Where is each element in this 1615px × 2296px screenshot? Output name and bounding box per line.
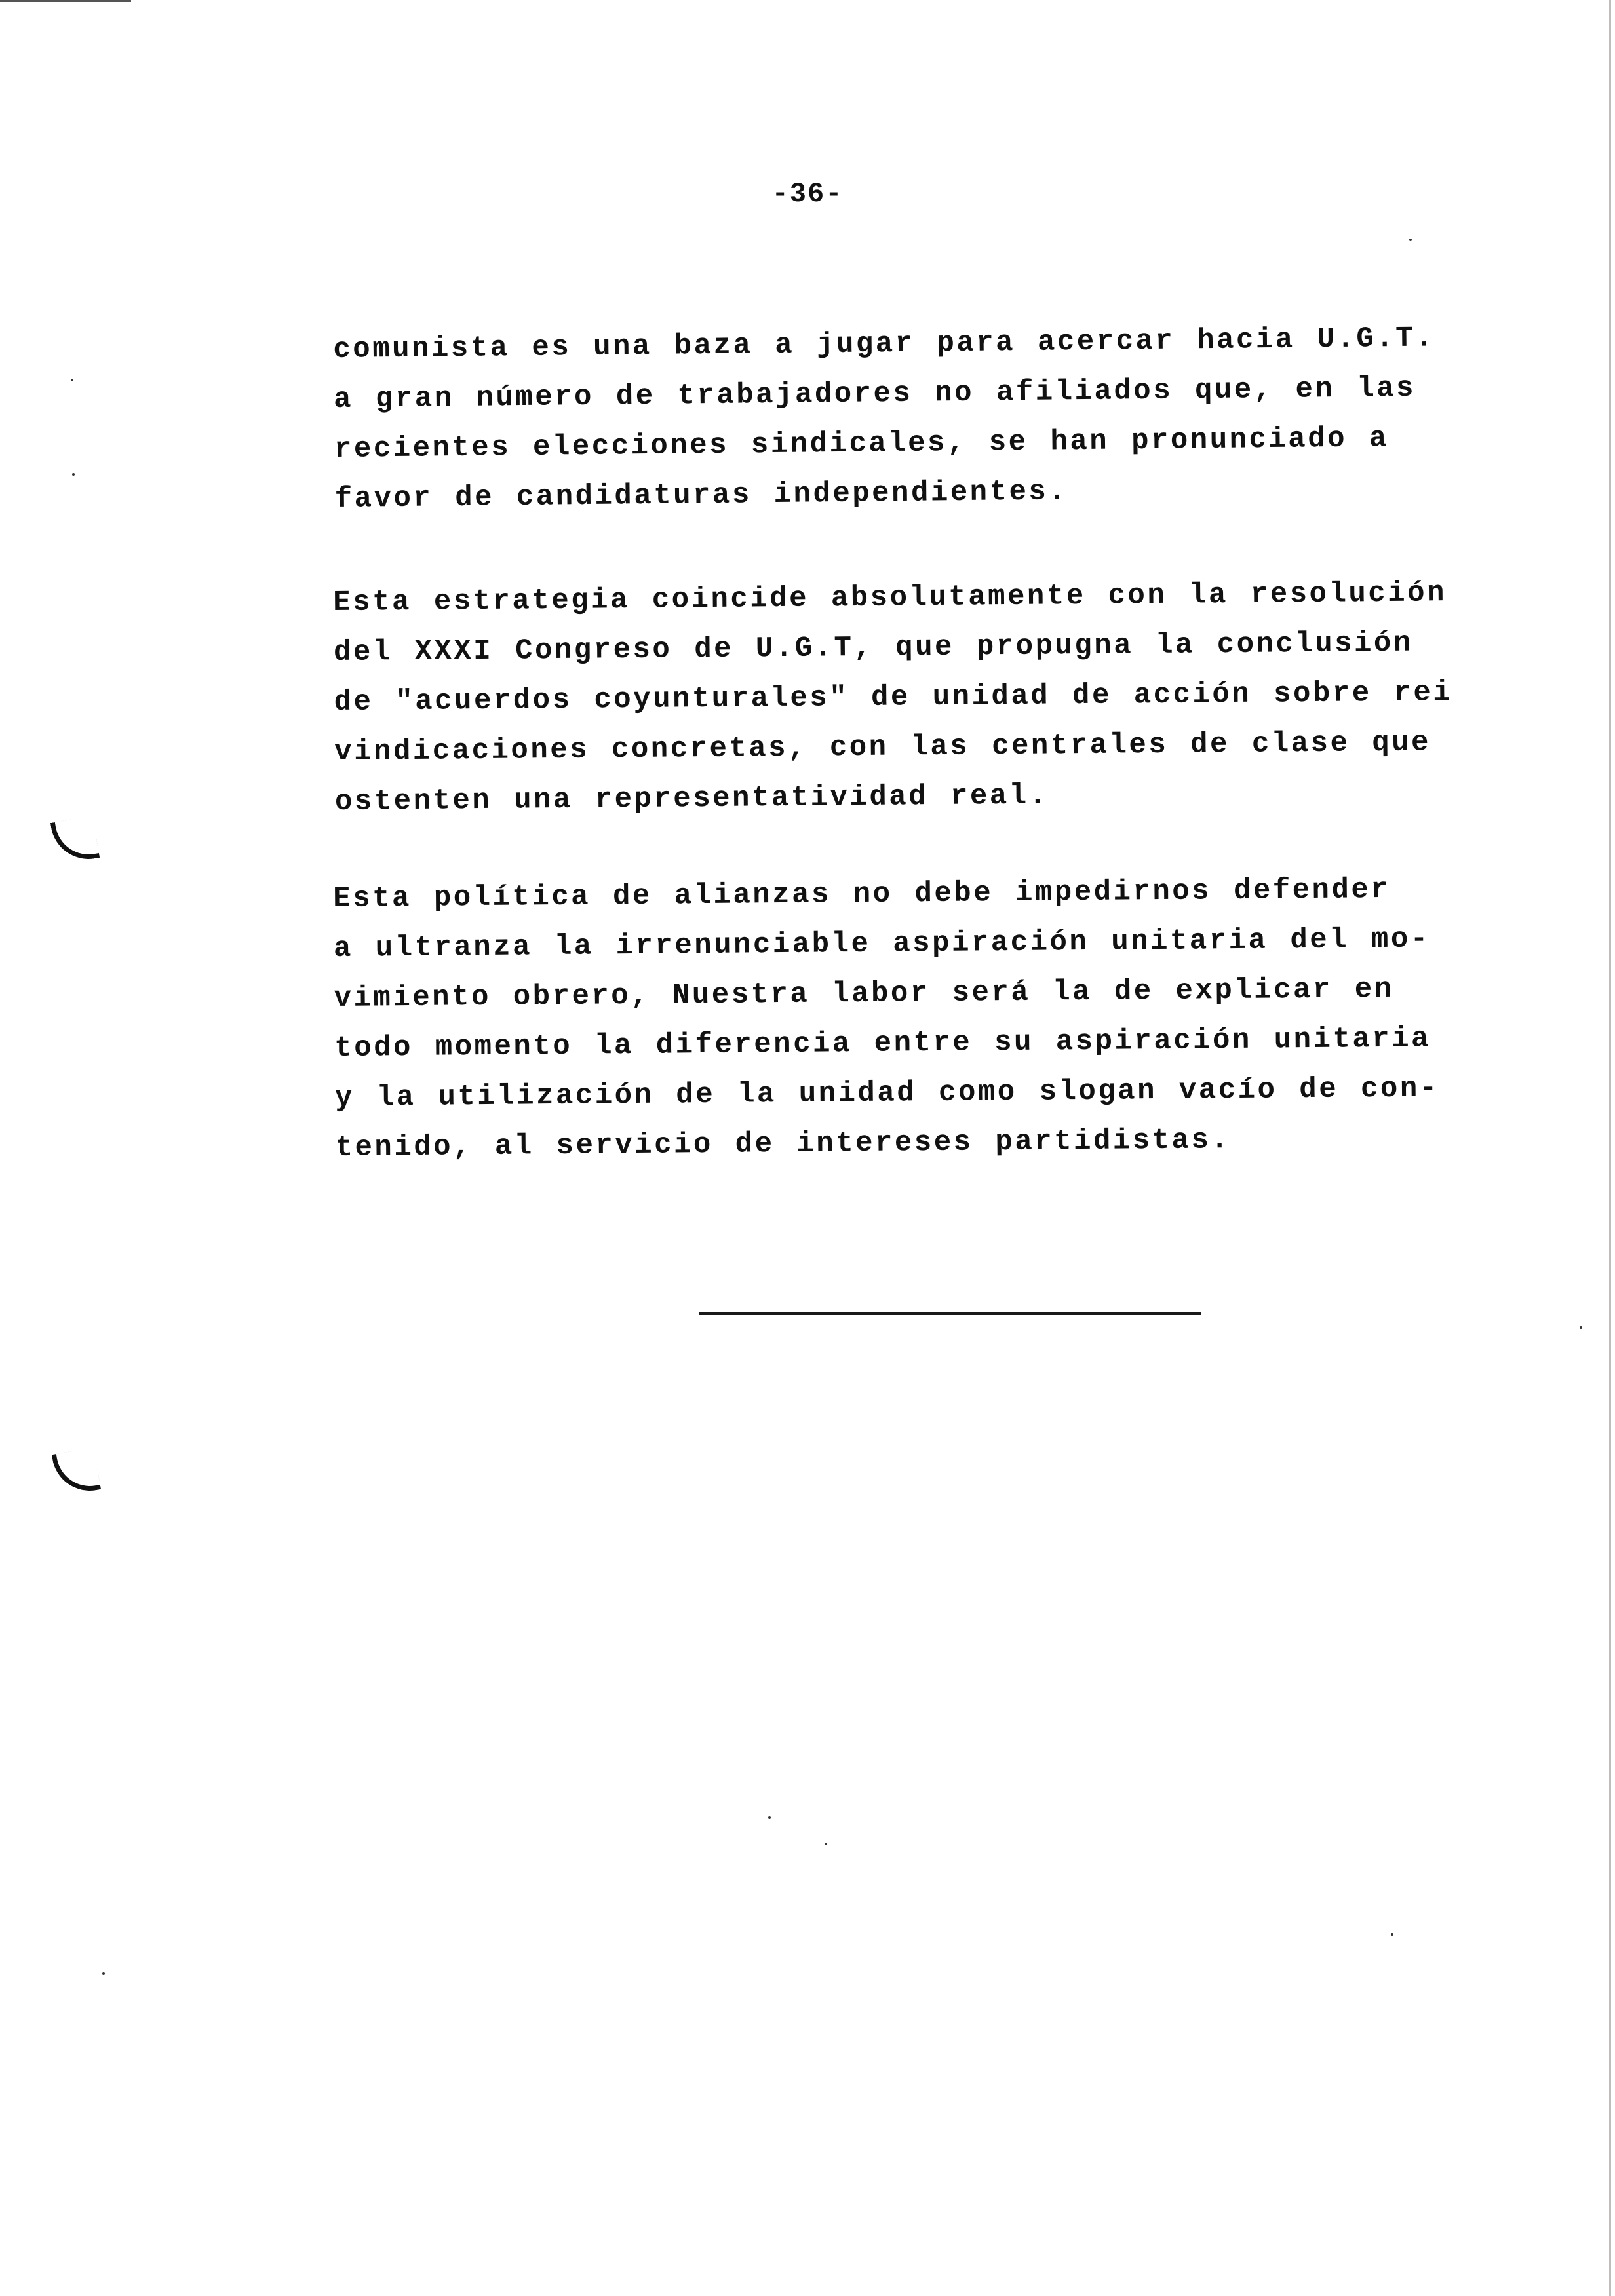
scan-speck bbox=[825, 1843, 827, 1845]
scan-speck bbox=[72, 473, 75, 476]
paragraph-line: Esta política de alianzas no debe impedirnos defender bbox=[333, 873, 1391, 915]
scan-speck bbox=[1409, 239, 1412, 241]
paragraph-line: a ultranza la irrenunciable aspiración unitaria del mo- bbox=[333, 923, 1430, 965]
paragraph-2 bbox=[333, 568, 1489, 827]
top-edge-rule bbox=[0, 0, 131, 2]
end-of-section-rule bbox=[699, 1312, 1201, 1315]
paragraph-line: todo momento la diferencia entre su aspiración unitaria bbox=[334, 1022, 1431, 1065]
paragraph-line: comunista es una baza a jugar para acercar hacia U.G.T. bbox=[333, 322, 1435, 366]
paragraph-3 bbox=[333, 864, 1489, 1173]
paragraph-line: a gran número de trabajadores no afiliados que, en las bbox=[333, 372, 1416, 416]
binder-hole-mark bbox=[52, 1447, 101, 1497]
paragraph-line: recientes elecciones sindicales, se han pronunciado a bbox=[334, 422, 1390, 466]
binder-hole-mark bbox=[50, 816, 100, 865]
paragraph-line: vindicaciones concretas, con las centrales de clase que bbox=[334, 726, 1431, 769]
paragraph-line: de "acuerdos coyunturales" de unidad de acción sobre rei bbox=[334, 676, 1453, 719]
paragraph-line: tenido, al servicio de intereses partidistas. bbox=[335, 1124, 1231, 1164]
page-number: -36- bbox=[771, 178, 844, 210]
page-right-edge bbox=[1609, 0, 1611, 2296]
paragraph-line: Esta estrategia coincide absolutamente con la resolución bbox=[333, 577, 1447, 619]
paragraph-line: y la utilización de la unidad como slogan vacío de con- bbox=[334, 1072, 1439, 1115]
scan-speck bbox=[102, 1972, 105, 1975]
paragraph-line: favor de candidaturas independientes. bbox=[334, 475, 1068, 516]
paragraph-1 bbox=[333, 313, 1489, 524]
scan-speck bbox=[1391, 1933, 1393, 1936]
paragraph-line: ostenten una representatividad real. bbox=[334, 779, 1049, 818]
scan-speck bbox=[1580, 1326, 1582, 1329]
paragraph-line: vimiento obrero, Nuestra labor será la de explicar en bbox=[334, 972, 1394, 1015]
scan-speck bbox=[768, 1816, 771, 1819]
scan-speck bbox=[71, 379, 73, 381]
paragraph-line: del XXXI Congreso de U.G.T, que propugna la conclusión bbox=[333, 626, 1413, 669]
